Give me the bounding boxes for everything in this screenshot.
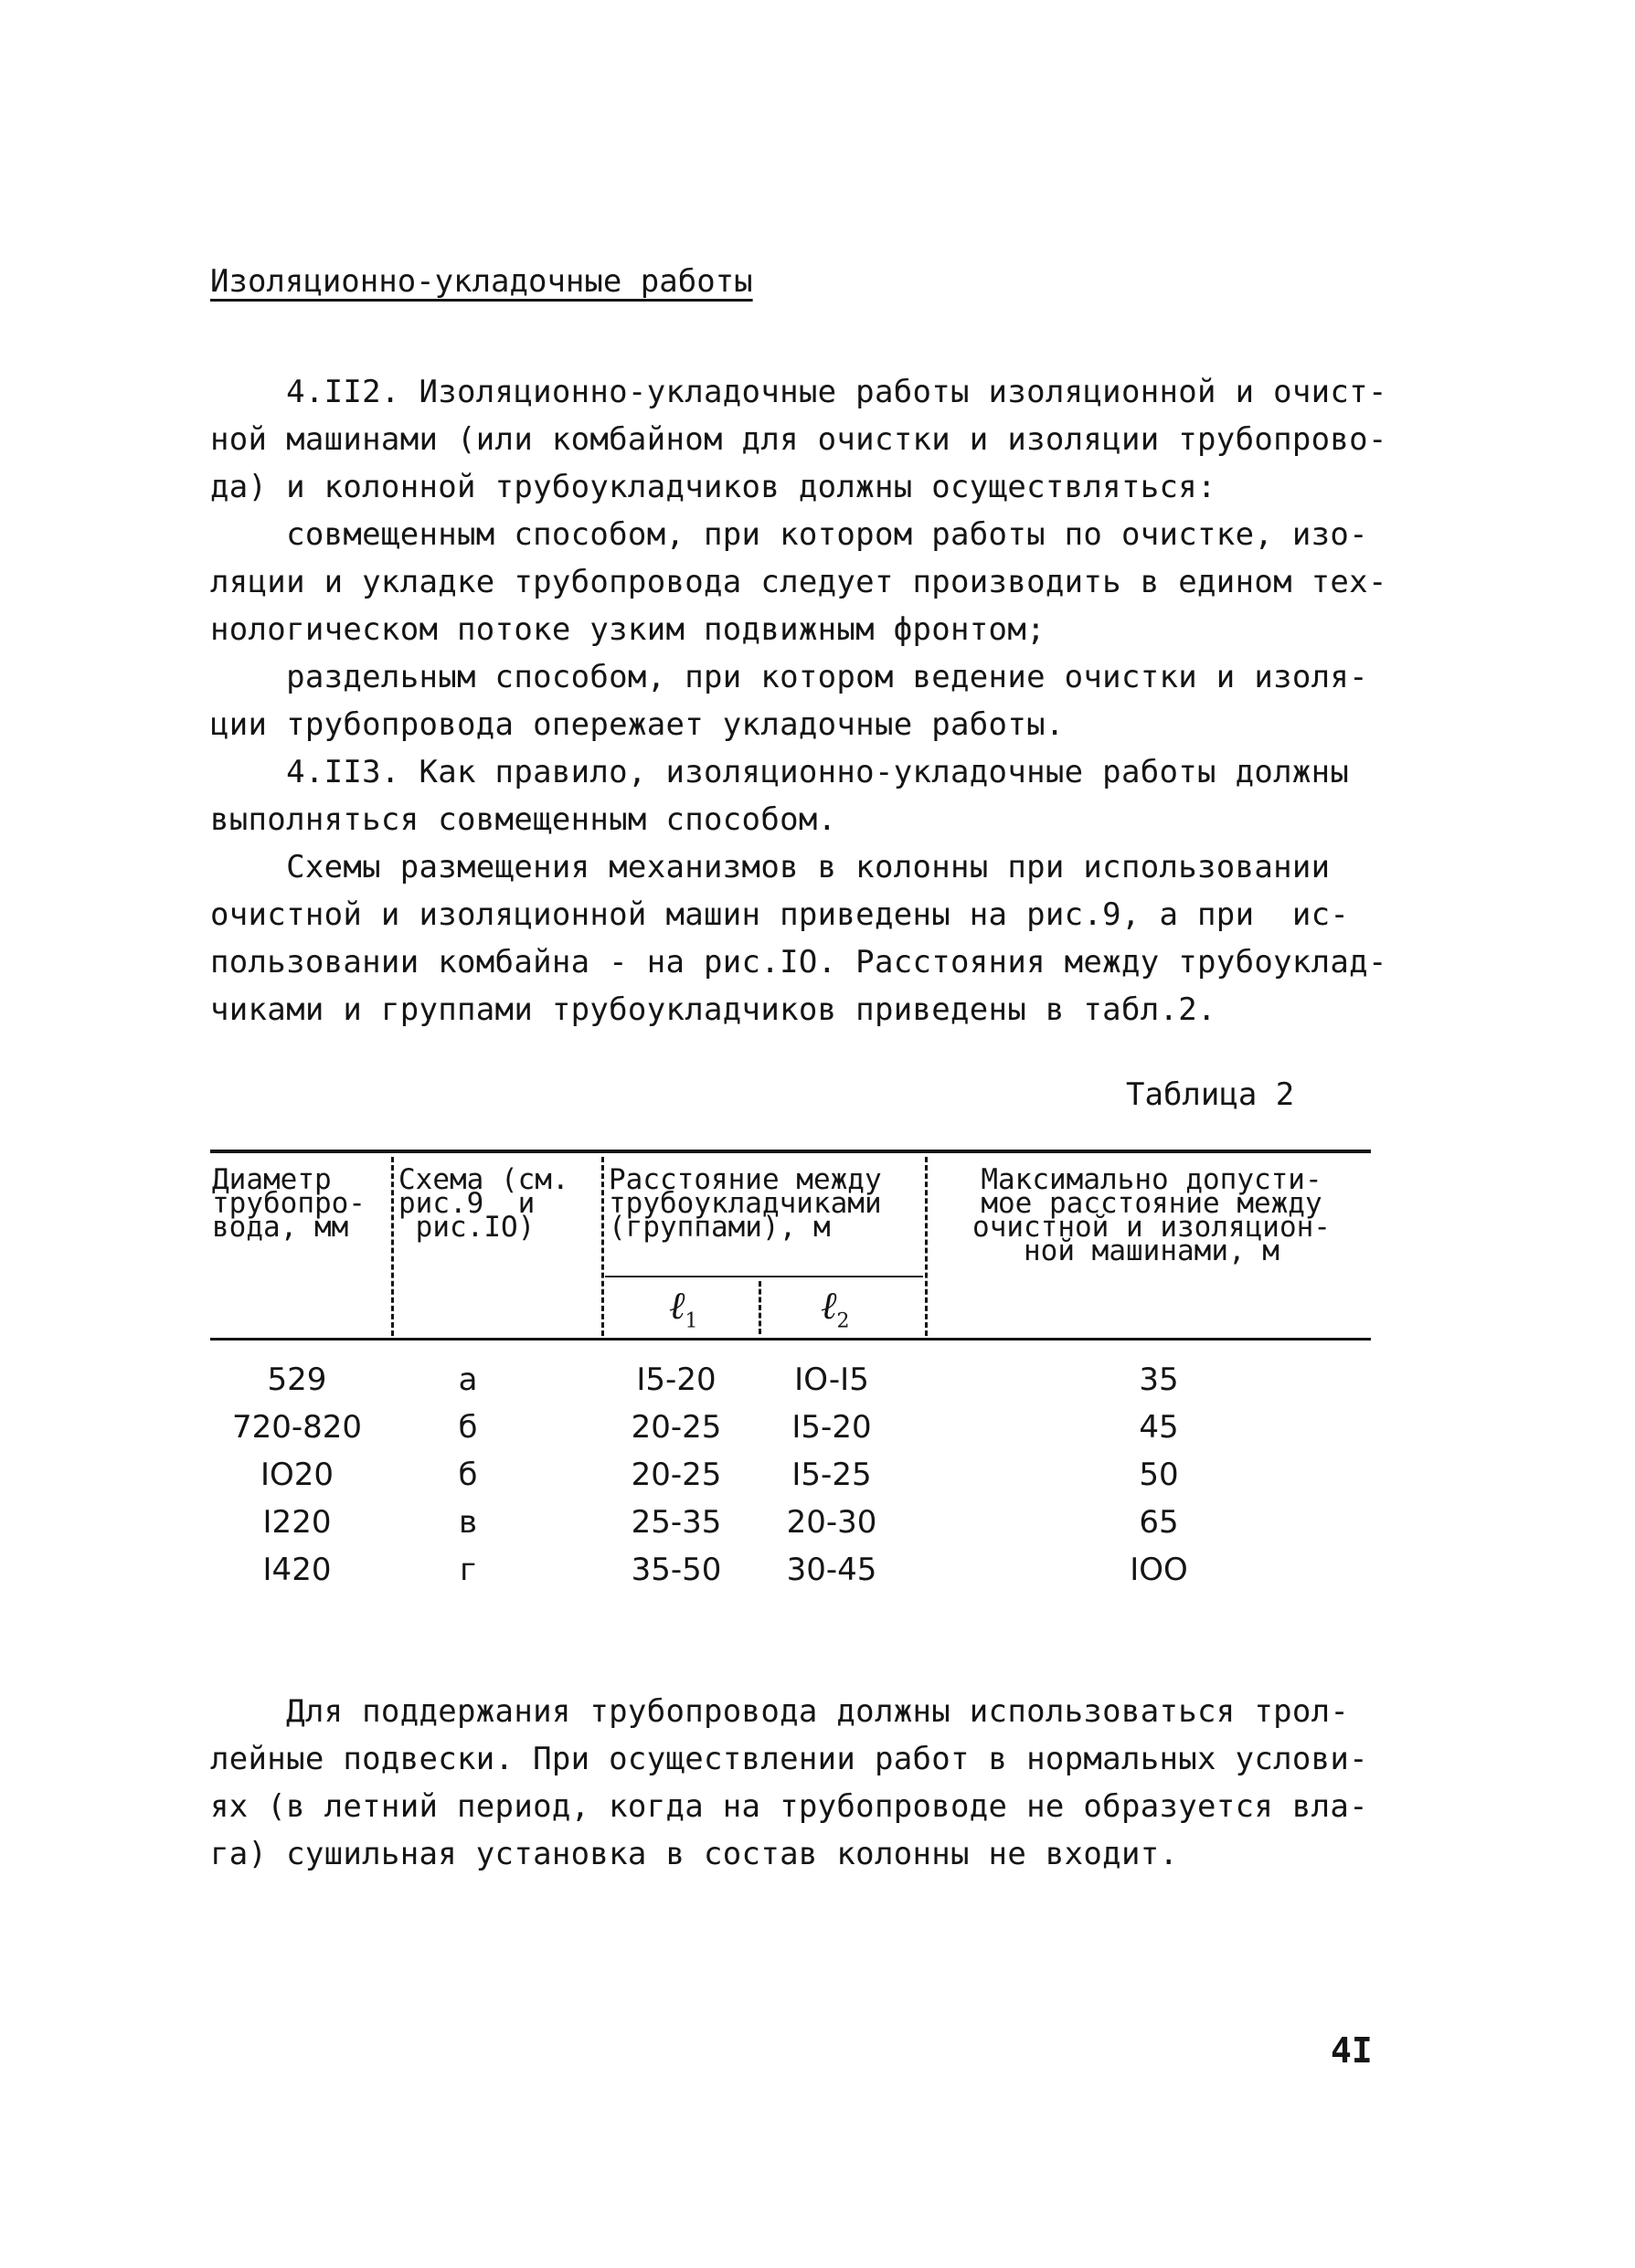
text-line: 4.II3. Как правило, изоляционно-укладочные работы должны <box>210 754 1350 790</box>
table-top-rule <box>210 1150 1371 1153</box>
cell-l1: 35-50 <box>631 1552 722 1588</box>
text-line: выполняться совмещенным способом. <box>210 801 837 838</box>
column-divider <box>759 1281 761 1334</box>
text-line: ях (в летний период, когда на трубопроводе не образуется вла- <box>210 1788 1368 1825</box>
cell-l1: I5-20 <box>636 1362 717 1398</box>
cell-l2: 20-30 <box>786 1504 877 1541</box>
text-line: лейные подвески. При осуществлении работ в нормальных услови- <box>210 1741 1368 1777</box>
text-line: пользовании комбайна - на рис.IO. Расстояния между трубоуклад- <box>210 944 1387 980</box>
cell-l1: 25-35 <box>631 1504 722 1541</box>
text-line: га) сушильная установка в состав колонны не входит. <box>210 1836 1179 1872</box>
text-line: 4.II2. Изоляционно-укладочные работы изоляционной и очист- <box>210 374 1387 410</box>
cell-diameter: 529 <box>267 1362 327 1398</box>
text-line: нологическом потоке узким подвижным фронтом; <box>210 611 1046 648</box>
cell-l1: 20-25 <box>631 1457 722 1493</box>
cell-l2: I5-25 <box>791 1457 872 1493</box>
cell-l2: 30-45 <box>786 1552 877 1588</box>
header-scheme: Схема (см. рис.9 и рис.IO) <box>398 1163 569 1244</box>
cell-max: 35 <box>1139 1362 1179 1398</box>
cell-diameter: I220 <box>262 1504 332 1541</box>
cell-max: 45 <box>1139 1409 1179 1446</box>
text-line: Схемы размещения механизмов в колонны при использовании <box>210 849 1331 885</box>
text-line: чиками и группами трубоукладчиков приведены в табл.2. <box>210 991 1216 1028</box>
column-divider <box>925 1157 928 1336</box>
cell-scheme: б <box>458 1457 478 1493</box>
cell-max: IOO <box>1130 1552 1188 1588</box>
column-divider <box>601 1157 604 1336</box>
subheader-l2: ℓ$_2$ <box>821 1283 850 1333</box>
column-divider <box>391 1157 394 1336</box>
text-line: раздельным способом, при котором ведение очистки и изоля- <box>210 659 1368 695</box>
text-line: Для поддержания трубопровода должны использоваться трол- <box>210 1693 1350 1730</box>
page-number: 4I <box>1331 2030 1373 2071</box>
table-header-rule <box>210 1338 1371 1341</box>
text-line: ляции и укладке трубопровода следует производить в едином тех- <box>210 564 1387 600</box>
text-line: ции трубопровода опережает укладочные работы. <box>210 706 1065 743</box>
subheader-l1: ℓ$_1$ <box>669 1283 698 1333</box>
text-line: очистной и изоляционной машин приведены на рис.9, а при ис- <box>210 896 1350 933</box>
text-line: ной машинами (или комбайном для очистки и изоляции трубопрово- <box>210 421 1387 458</box>
header-distance: Расстояние между трубоукладчиками (группами), м <box>609 1163 882 1244</box>
header-diameter: Диаметр трубопро- вода, мм <box>212 1163 366 1244</box>
cell-max: 50 <box>1139 1457 1179 1493</box>
cell-diameter: I420 <box>262 1552 332 1588</box>
cell-scheme: а <box>458 1362 478 1398</box>
cell-scheme: в <box>458 1504 478 1541</box>
cell-max: 65 <box>1139 1504 1179 1541</box>
subheader-rule <box>605 1276 923 1277</box>
text-line: да) и колонной трубоукладчиков должны осуществляться: <box>210 469 1216 505</box>
text-line: совмещенным способом, при котором работы по очистке, изо- <box>210 516 1368 553</box>
cell-diameter: IO20 <box>260 1457 334 1493</box>
cell-scheme: б <box>458 1409 478 1446</box>
cell-l1: 20-25 <box>631 1409 722 1446</box>
cell-diameter: 720-820 <box>231 1409 363 1446</box>
cell-l2: IO-I5 <box>794 1362 869 1398</box>
cell-l2: I5-20 <box>791 1409 872 1446</box>
section-heading: Изоляционно-укладочные работы <box>210 263 753 300</box>
table-caption: Таблица 2 <box>1126 1076 1295 1113</box>
header-max-distance: Максимально допусти- мое расстояние между очистной и изоляцион- ной машинами, м <box>972 1163 1331 1267</box>
cell-scheme: г <box>460 1552 476 1588</box>
